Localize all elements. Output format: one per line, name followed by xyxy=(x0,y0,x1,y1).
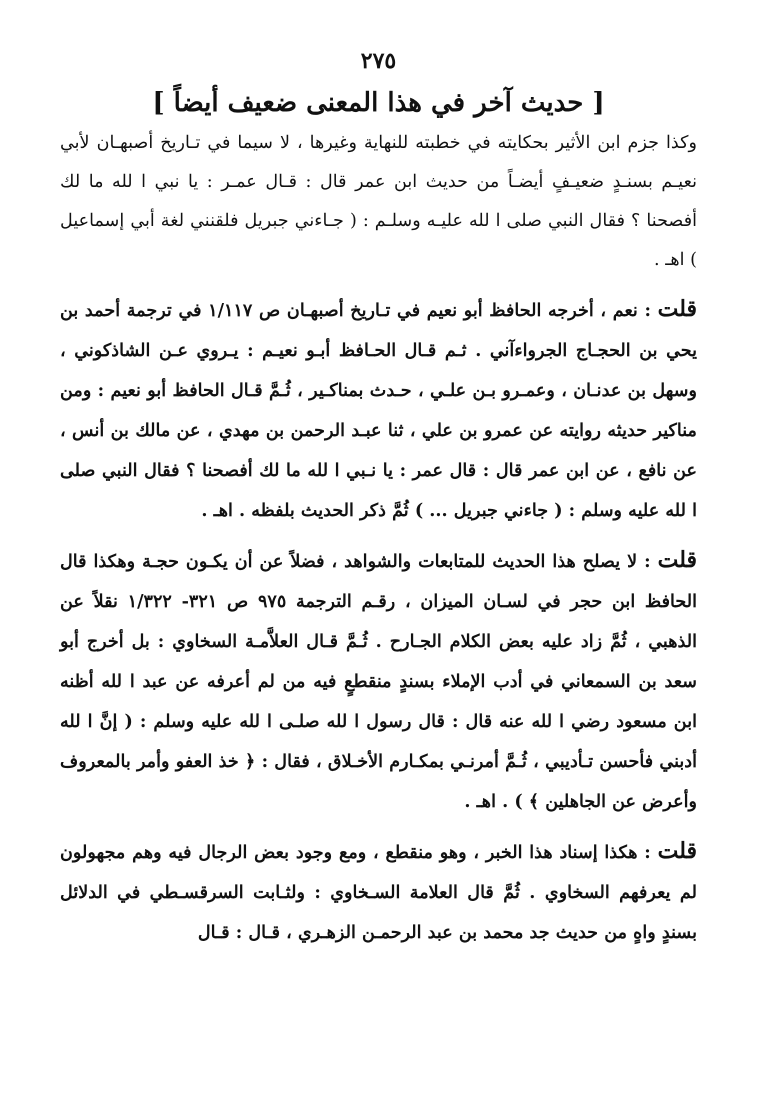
page-number: ٢٧٥ xyxy=(360,48,397,74)
paragraph-lead: قلت xyxy=(657,296,697,322)
paragraph-text: : لا يصلح هذا الحديث للمتابعات والشواهد ، فضلاً عن أن يكـون حجـة وهكذا قال الحافظ ابن حجر في لسـان الميزان ، رقـم الترجمة ٩٧٥ ص ٣٢١- ١/٣٢٢ نقلاً عن الذهبي ، ثُمَّ زاد عليه بعض الكلام الجـارح . ثُـمَّ قـال العلاَّمـة السخاوي : بل أخرج أبو سعد بن السمعاني في أدب الإملاء بسندٍ منقطعٍ فيه من لم أعرفه عن عبد ا لله أظنه ابن مسعود رضي ا لله عنه قال : قال رسول ا لله صلـى ا لله عليه وسلم : ( إنَّ ا لله أدبني فأحسن تـأديبي ، ثُـمَّ أمرنـي بمكـارم الأخـلاق ، فقال : ﴿ خذ العفو وأمر بالمعروف وأعرض عن الجاهلين ﴾ ) . اهـ . xyxy=(60,551,697,812)
paragraph-lead: قلت xyxy=(657,838,697,864)
paragraph-3 xyxy=(60,541,697,822)
paragraph-lead: قلت xyxy=(657,547,697,573)
paragraph-text: : هكذا إسناد هذا الخبر ، وهو منقطع ، ومع وجود بعض الرجال فيه وهم مجهولون لم يعرفهم السخاوي . ثُمَّ قال العلامة السـخاوي : ولثـابت السرقسـطي في الدلائل بسندٍ واهٍ من حديث جد محمد بن عبد الرحمـن الزهـري ، قـال : قـال xyxy=(60,842,697,943)
paragraph-text: : نعم ، أخرجه الحافظ أبو نعيم في تـاريخ أصبهـان ص ١/١١٧ في ترجمة أحمد بن يحي بن الحجـاج الجرواءآني . ثـم قـال الحـافظ أبـو نعيـم : يـروي عـن الشاذكوني ، وسهل بن عدنـان ، وعمـرو بـن علـي ، حـدث بمناكـير ، ثُـمَّ قـال الحافظ أبو نعيم : ومن مناكير حديثه روايته عن عمرو بن علي ، ثنا عبـد الرحمن بن مهدي ، عن مالك بن أنس ، عن نافع ، عن ابن عمر قال : قال عمر : يا نـبي ا لله ما لك أفصحنا ؟ فقال النبي صلى ا لله عليه وسلم : ( جاءني جبريل ... ) ثُمَّ ذكر الحديث بلفظه . اهـ . xyxy=(60,300,697,521)
section-heading: [ حديث آخر في هذا المعنى ضعيف أيضاً ] xyxy=(152,88,605,118)
paragraph-4 xyxy=(60,832,697,953)
paragraph-text: وكذا جزم ابن الأثير بحكايته في خطبته للنهاية وغيرها ، لا سيما في تـاريخ أصبهـان لأبي نعيـم بسنـدٍ ضعيـفٍ أيضـاً من حديث ابن عمر قال : قـال عمـر : يا نبي ا لله ما لك أفصحنا ؟ فقال النبي صلى ا لله عليـه وسلـم : ( جـاءني جبريل فلقنني لغة أبي إسماعيل ) اهـ . xyxy=(60,133,697,270)
paragraph-1 xyxy=(60,124,697,280)
paragraph-2 xyxy=(60,290,697,531)
